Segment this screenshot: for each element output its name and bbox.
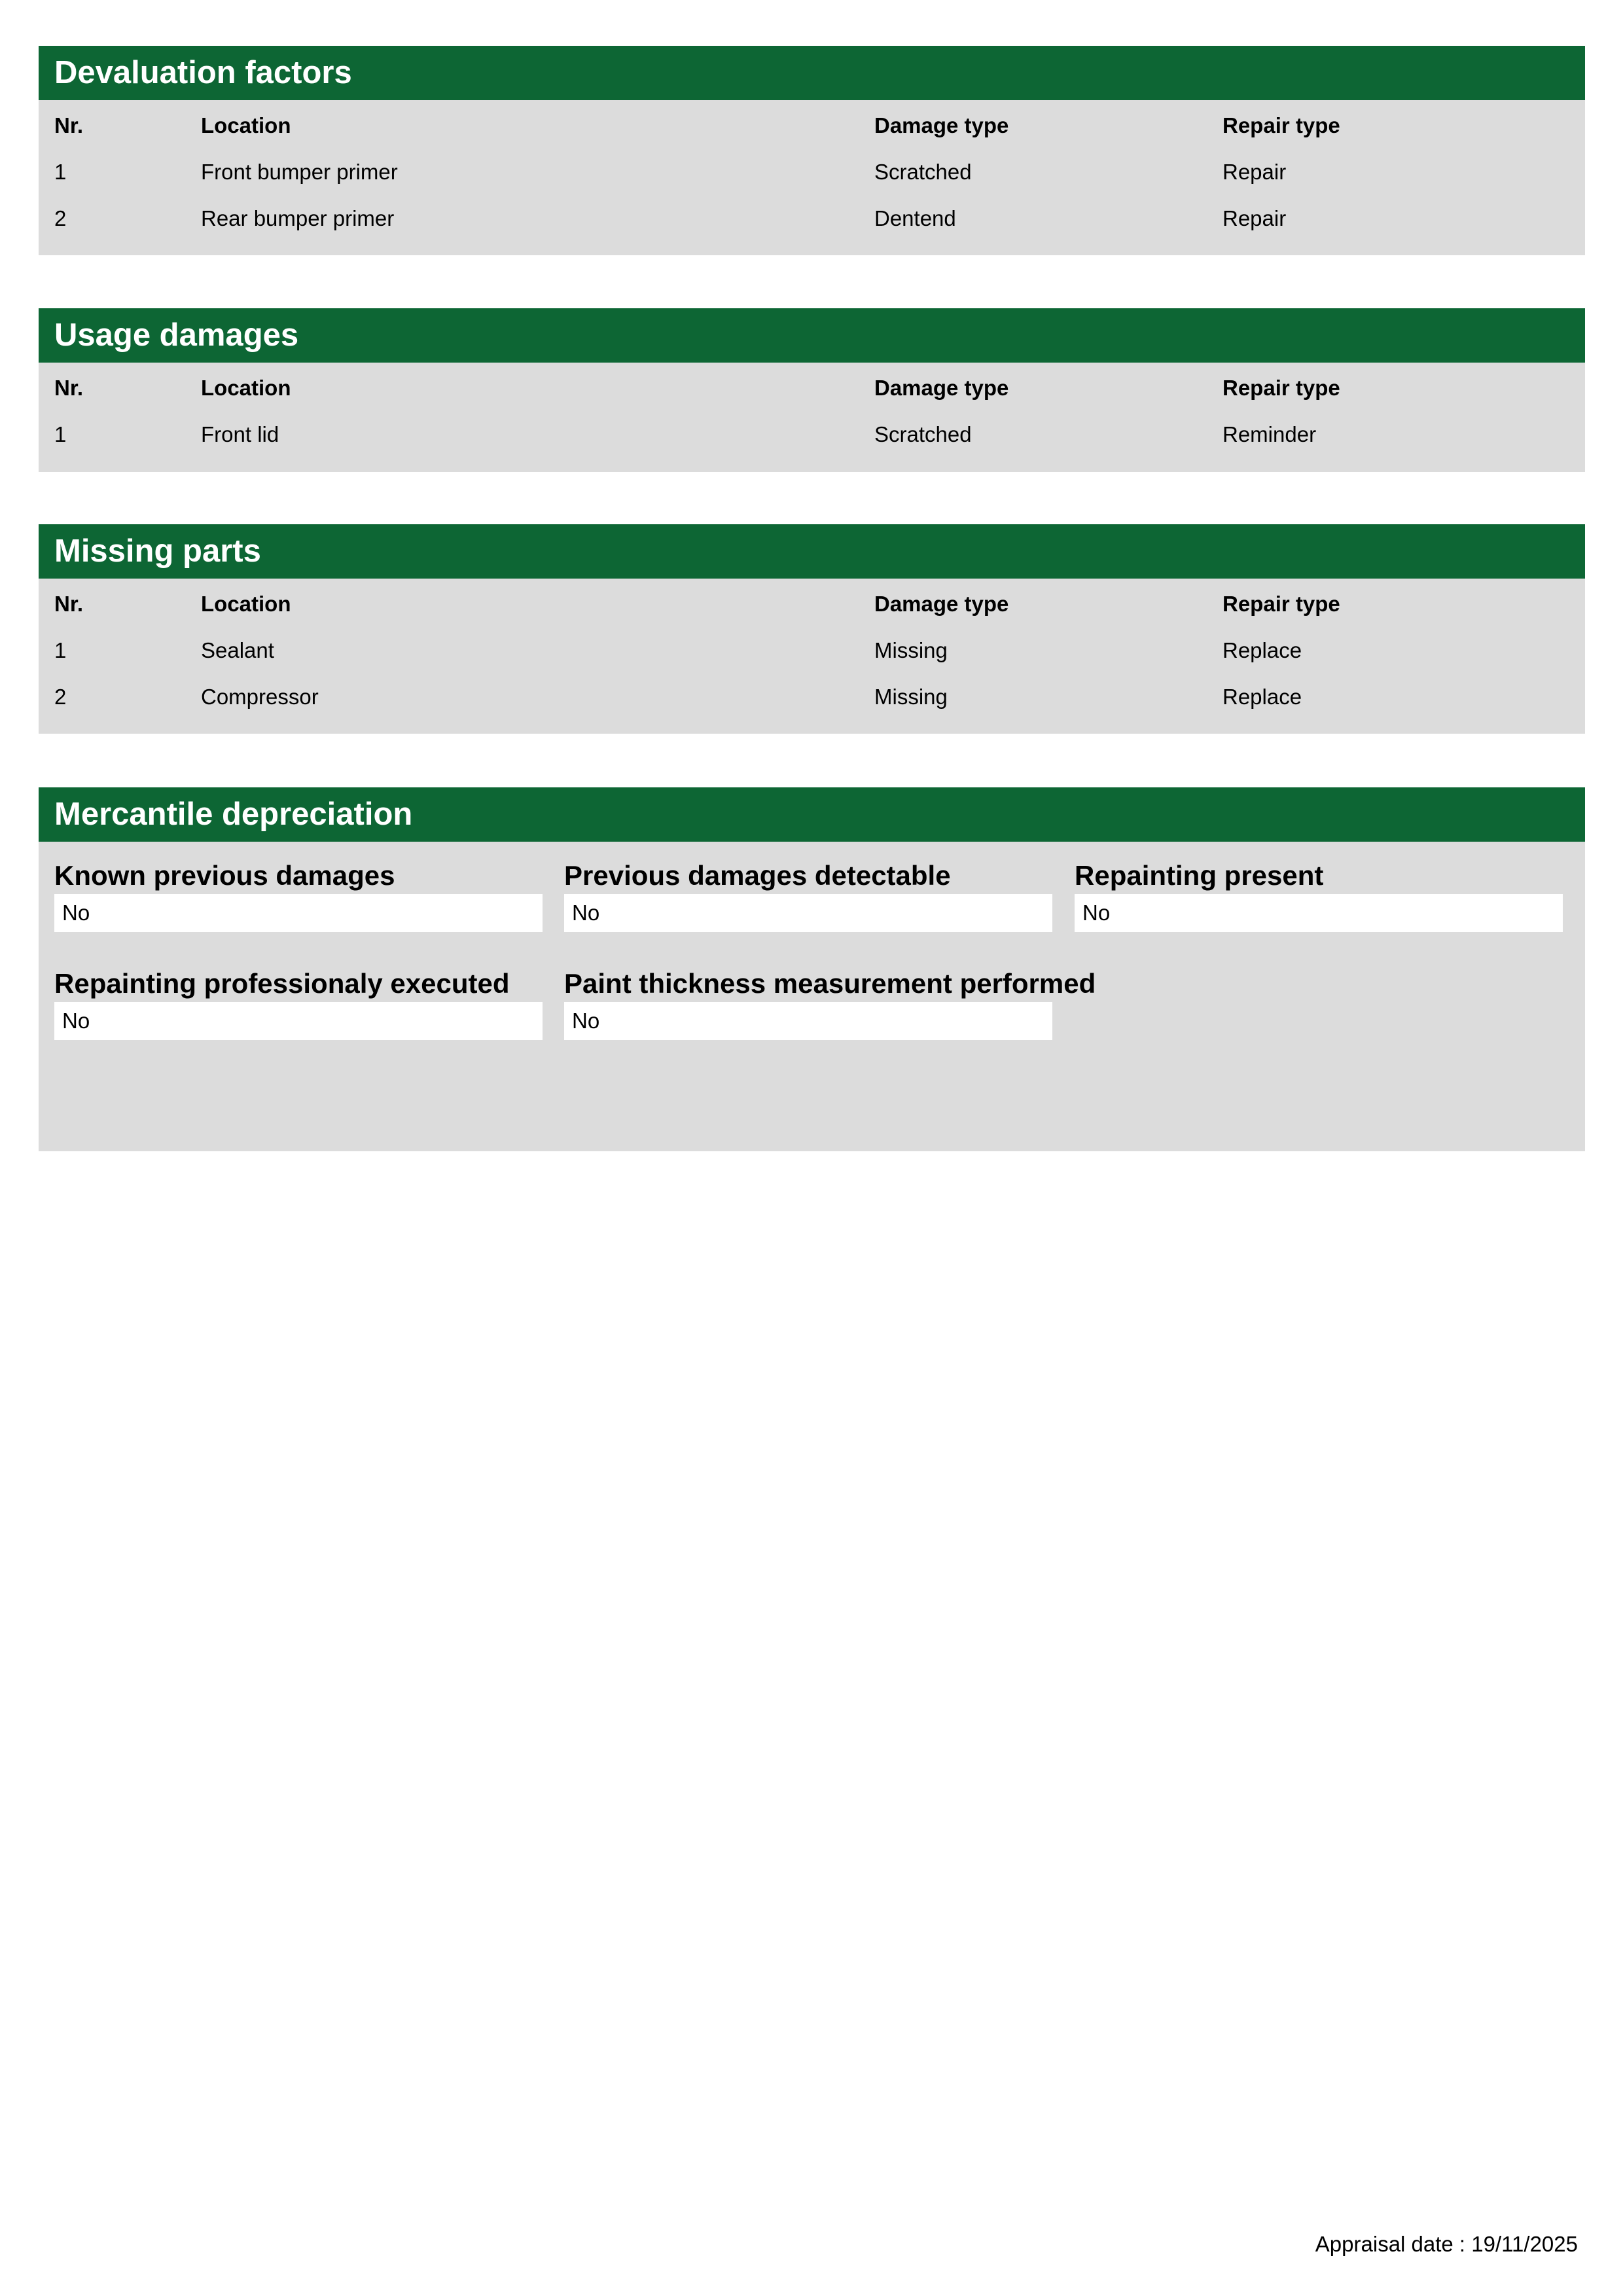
table-row: [39, 673, 1585, 720]
table-row: [39, 195, 1585, 242]
mercantile-depreciation-section: [39, 787, 1585, 1151]
field-label: Known previous damages: [54, 860, 395, 891]
field-value: No: [54, 1002, 543, 1040]
section-title: Mercantile depreciation: [39, 787, 1585, 842]
col-damage-type-header: Damage type: [874, 113, 1009, 137]
field-value: No: [564, 894, 1052, 932]
row-repair-type: Reminder: [1222, 422, 1317, 446]
col-nr-header: Nr.: [54, 592, 84, 616]
repainting-professionaly-executed-field: [54, 967, 543, 1040]
col-repair-type-header: Repair type: [1222, 113, 1340, 137]
row-repair-type: Repair: [1222, 160, 1287, 184]
devaluation-factors-section: [39, 46, 1585, 255]
row-repair-type: Repair: [1222, 206, 1287, 230]
row-nr: 2: [54, 685, 67, 709]
row-repair-type: Replace: [1222, 685, 1302, 709]
field-value: No: [54, 894, 543, 932]
col-damage-type-header: Damage type: [874, 592, 1009, 616]
table-row: [39, 149, 1585, 195]
field-label: Paint thickness measurement performed: [564, 968, 1096, 999]
col-location-header: Location: [201, 376, 291, 400]
known-previous-damages-field: [54, 859, 543, 932]
col-nr-header: Nr.: [54, 113, 84, 137]
row-location: Front lid: [201, 422, 279, 446]
table-header-row: [39, 581, 1585, 627]
row-nr: 1: [54, 638, 67, 662]
col-damage-type-header: Damage type: [874, 376, 1009, 400]
row-location: Sealant: [201, 638, 274, 662]
table-row: [39, 411, 1585, 457]
col-repair-type-header: Repair type: [1222, 592, 1340, 616]
row-location: Front bumper primer: [201, 160, 398, 184]
row-repair-type: Replace: [1222, 638, 1302, 662]
row-location: Compressor: [201, 685, 319, 709]
table-header-row: [39, 102, 1585, 149]
row-nr: 2: [54, 206, 67, 230]
section-title: Usage damages: [39, 308, 1585, 363]
table-header-row: [39, 365, 1585, 411]
repainting-present-field: [1075, 859, 1563, 932]
section-title: Devaluation factors: [39, 46, 1585, 100]
appraisal-date: Appraisal date : 19/11/2025: [1315, 2232, 1578, 2256]
row-nr: 1: [54, 160, 67, 184]
table-row: [39, 627, 1585, 673]
missing-parts-section: [39, 524, 1585, 734]
section-title: Missing parts: [39, 524, 1585, 579]
field-label: Repainting present: [1075, 860, 1324, 891]
col-location-header: Location: [201, 113, 291, 137]
row-nr: 1: [54, 422, 67, 446]
row-damage-type: Scratched: [874, 422, 972, 446]
col-repair-type-header: Repair type: [1222, 376, 1340, 400]
field-label: Previous damages detectable: [564, 860, 951, 891]
col-nr-header: Nr.: [54, 376, 84, 400]
field-value: No: [564, 1002, 1052, 1040]
row-damage-type: Scratched: [874, 160, 972, 184]
previous-damages-detectable-field: [564, 859, 1052, 932]
row-location: Rear bumper primer: [201, 206, 395, 230]
col-location-header: Location: [201, 592, 291, 616]
row-damage-type: Dentend: [874, 206, 956, 230]
row-damage-type: Missing: [874, 638, 948, 662]
paint-thickness-measurement-field: [564, 967, 1096, 1040]
field-value: No: [1075, 894, 1563, 932]
usage-damages-section: [39, 308, 1585, 472]
field-label: Repainting professionaly executed: [54, 968, 510, 999]
row-damage-type: Missing: [874, 685, 948, 709]
